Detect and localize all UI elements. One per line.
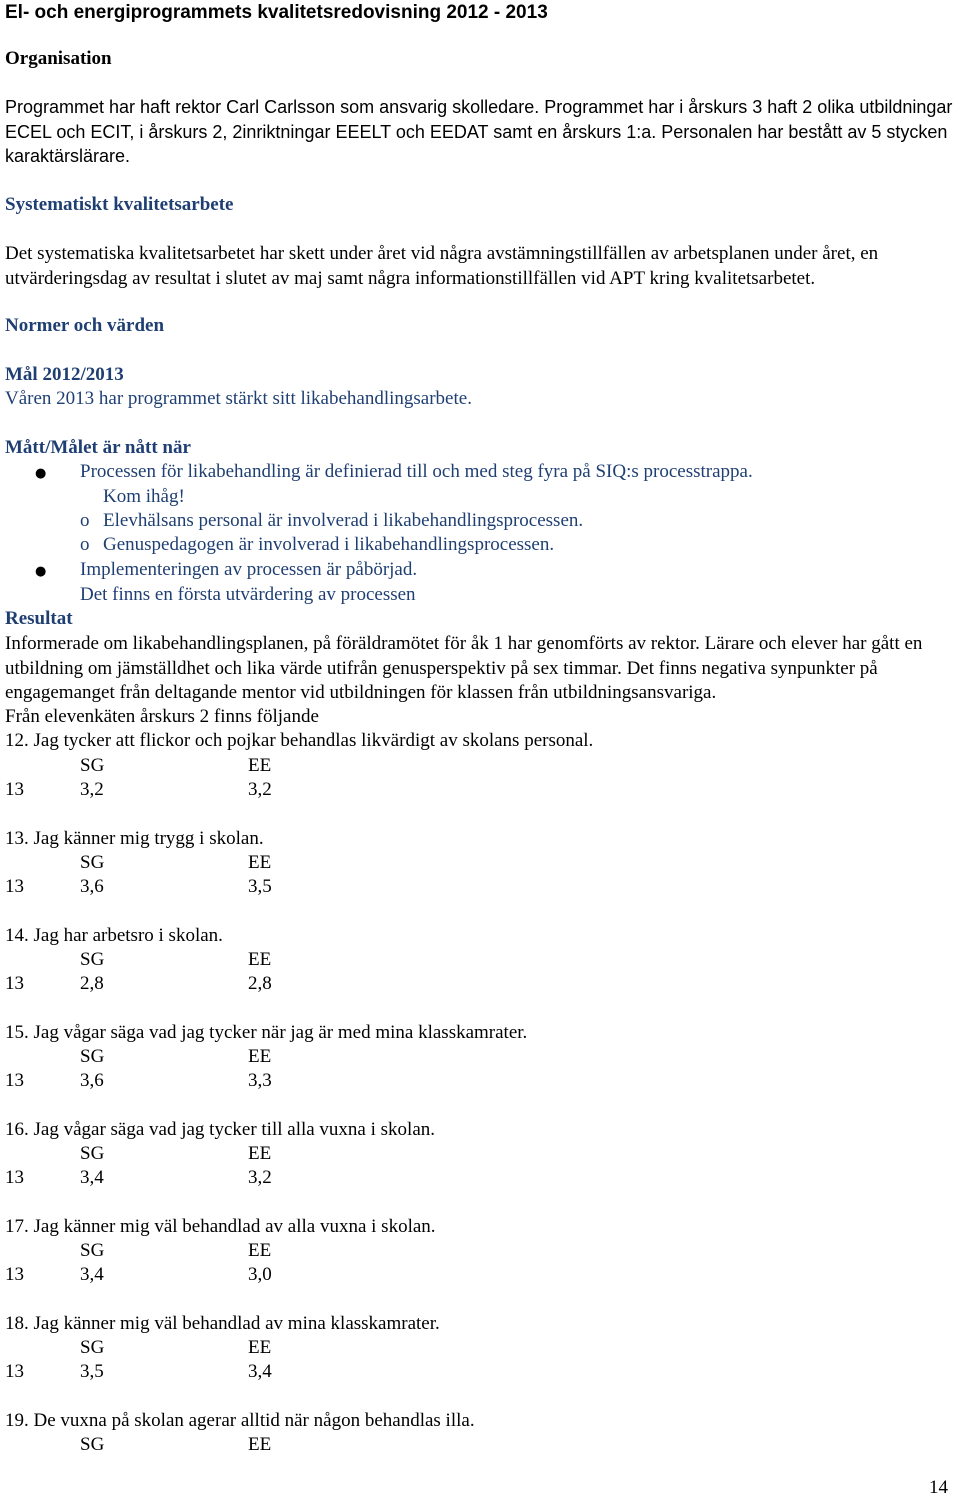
survey-row-label: 13 (5, 1264, 24, 1285)
col-sg-label: SG (80, 1046, 105, 1067)
col-sg-label: SG (80, 1143, 105, 1164)
survey-question: 19. De vuxna på skolan agerar alltid när någon behandlas illa. (5, 1410, 475, 1431)
bullet-icon: ● (35, 466, 47, 481)
survey-ee-value: 3,0 (248, 1264, 272, 1285)
survey-intro: Från elevenkäten årskurs 2 finns följande (5, 706, 319, 727)
sub-marker: o (80, 534, 90, 555)
mal-heading: Mål 2012/2013 (5, 364, 124, 385)
matt-sub-1: Elevhälsans personal är involverad i likabehandlingsprocessen. (103, 510, 584, 531)
col-sg-label: SG (80, 1434, 105, 1455)
kom-ihag: Kom ihåg! (103, 486, 185, 507)
normer-heading: Normer och värden (5, 315, 165, 336)
col-sg-label: SG (80, 949, 105, 970)
col-sg-label: SG (80, 1337, 105, 1358)
survey-row-label: 13 (5, 1167, 24, 1188)
survey-row-label: 13 (5, 779, 24, 800)
survey-sg-value: 3,4 (80, 1167, 104, 1188)
col-ee-label: EE (248, 755, 272, 776)
sub-marker: o (80, 510, 90, 531)
survey-row-label: 13 (5, 1361, 24, 1382)
col-ee-label: EE (248, 1240, 272, 1261)
survey-question: 17. Jag känner mig väl behandlad av alla vuxna i skolan. (5, 1216, 436, 1237)
systematiskt-heading: Systematiskt kvalitetsarbete (5, 194, 234, 215)
matt-sub-2: Genuspedagogen är involverad i likabehandlingsprocessen. (103, 534, 555, 555)
page-number: 14 (929, 1477, 948, 1498)
survey-ee-value: 3,2 (248, 1167, 272, 1188)
survey-row-label: 13 (5, 876, 24, 897)
matt-heading: Mått/Målet är nått när (5, 437, 191, 458)
organisation-text: Programmet har haft rektor Carl Carlsson som ansvarig skolledare. Programmet har i årskurs 3 haft 2 olika utbildningar ECEL och ECIT, i årskurs 2, 2inriktningar EEELT och EEDAT samt en årskurs 1:a. Personalen har bestått av 5 stycken karaktärslärare. (5, 97, 953, 166)
col-ee-label: EE (248, 1143, 272, 1164)
survey-sg-value: 2,8 (80, 973, 104, 994)
matt-bullet-2-note: Det finns en första utvärdering av processen (80, 584, 416, 605)
survey-question: 14. Jag har arbetsro i skolan. (5, 925, 223, 946)
bullet-icon: ● (35, 564, 47, 579)
survey-ee-value: 3,5 (248, 876, 272, 897)
resultat-heading: Resultat (5, 608, 73, 629)
survey-ee-value: 3,4 (248, 1361, 272, 1382)
survey-question: 16. Jag vågar säga vad jag tycker till alla vuxna i skolan. (5, 1119, 436, 1140)
systematiskt-text: Det systematiska kvalitetsarbetet har skett under året vid några avstämningstillfällen av arbetsplanen under året, en utvärderingsdag av resultat i slutet av maj samt några informationstillfällen vid APT kring kvalitetsarbetet. (5, 243, 879, 289)
survey-row-label: 13 (5, 1070, 24, 1091)
resultat-text: Informerade om likabehandlingsplanen, på föräldramötet för åk 1 har genomförts av rektor. Lärare och elever har gått en utbildning om jämställdhet och lika värde utifrån genusperspektiv på sex timmar. Det finns negativa synpunkter på engagemanget från deltagande mentor vid utbildningen för klassen från utbildningsansvariga. (5, 633, 923, 703)
matt-bullet-2: Implementeringen av processen är påbörjad. (80, 559, 418, 580)
survey-row-label: 13 (5, 973, 24, 994)
survey-question: 15. Jag vågar säga vad jag tycker när jag är med mina klasskamrater. (5, 1022, 528, 1043)
matt-bullet-1: Processen för likabehandling är definierad till och med steg fyra på SIQ:s processtrappa. (80, 461, 753, 482)
col-ee-label: EE (248, 1337, 272, 1358)
organisation-heading: Organisation (5, 48, 112, 69)
survey-sg-value: 3,6 (80, 876, 104, 897)
col-ee-label: EE (248, 949, 272, 970)
survey-ee-value: 3,2 (248, 779, 272, 800)
col-sg-label: SG (80, 852, 105, 873)
col-ee-label: EE (248, 1434, 272, 1455)
col-ee-label: EE (248, 852, 272, 873)
col-ee-label: EE (248, 1046, 272, 1067)
survey-sg-value: 3,5 (80, 1361, 104, 1382)
survey-question: 12. Jag tycker att flickor och pojkar behandlas likvärdigt av skolans personal. (5, 730, 594, 751)
col-sg-label: SG (80, 755, 105, 776)
survey-ee-value: 3,3 (248, 1070, 272, 1091)
document-title: El- och energiprogrammets kvalitetsredovisning 2012 - 2013 (5, 2, 548, 23)
survey-question: 18. Jag känner mig väl behandlad av mina klasskamrater. (5, 1313, 440, 1334)
mal-text: Våren 2013 har programmet stärkt sitt likabehandlingsarbete. (5, 388, 472, 409)
survey-sg-value: 3,4 (80, 1264, 104, 1285)
survey-sg-value: 3,2 (80, 779, 104, 800)
survey-question: 13. Jag känner mig trygg i skolan. (5, 828, 264, 849)
survey-sg-value: 3,6 (80, 1070, 104, 1091)
survey-ee-value: 2,8 (248, 973, 272, 994)
col-sg-label: SG (80, 1240, 105, 1261)
